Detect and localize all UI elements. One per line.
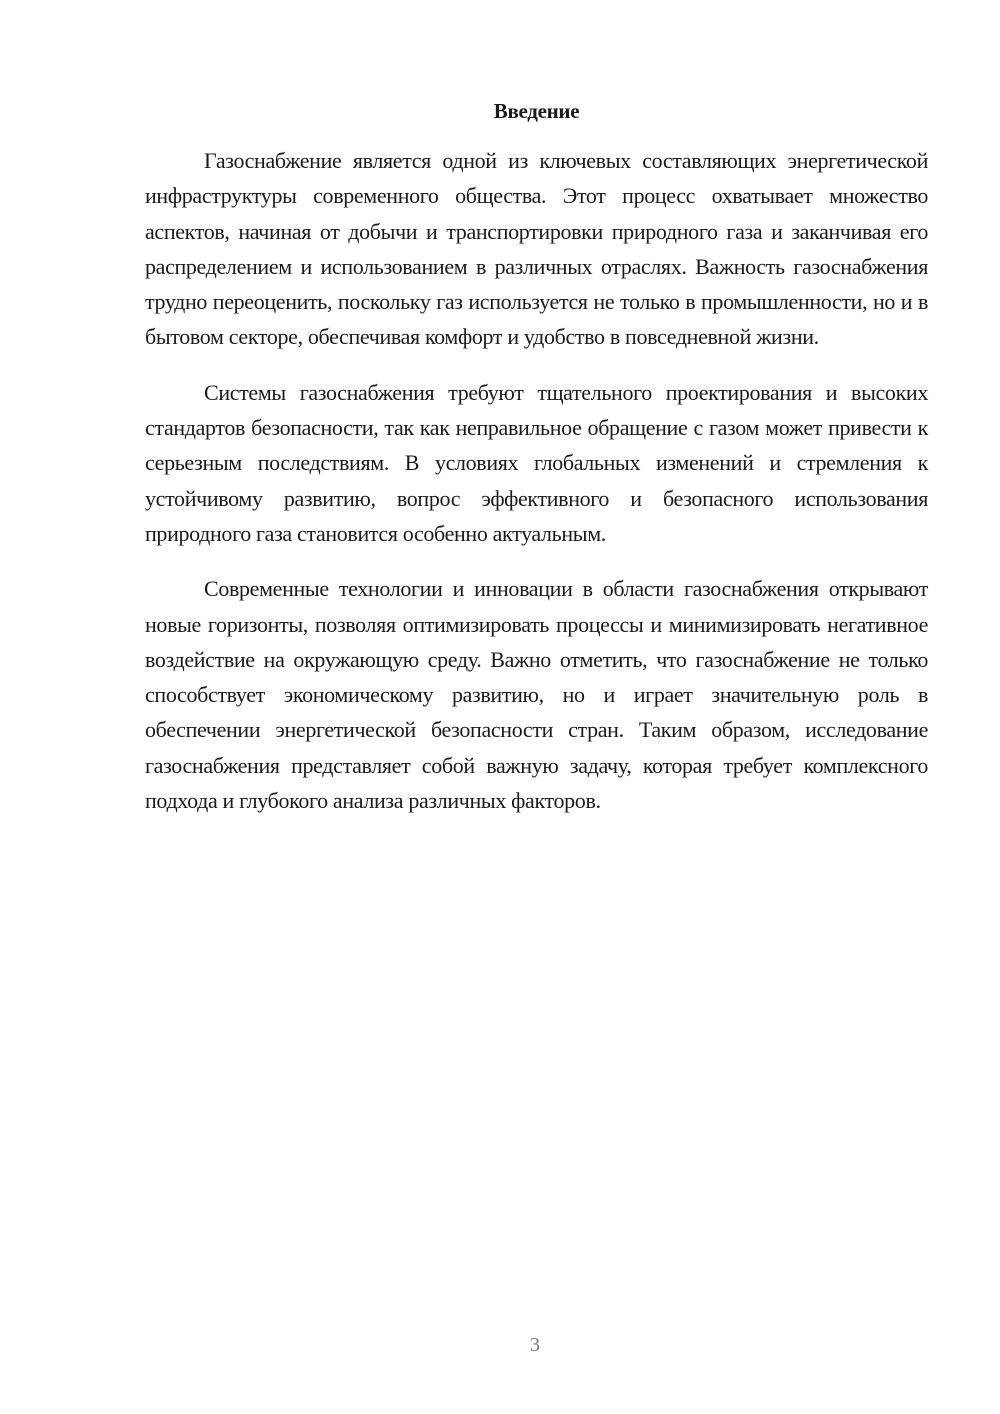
page-number: 3 (530, 1334, 540, 1356)
paragraph-2: Системы газоснабжения требуют тщательного проектирования и высоких стандартов безопасности, так как неправильное обращение с газом может привести к серьезным последствиям. В условиях глобальных изменений и стремления к устойчивому развитию, вопрос эффективного и безопасного использования природного газа становится особенно актуальным. (145, 379, 928, 546)
section-title: Введение (493, 99, 580, 123)
document-page (145, 96, 928, 838)
paragraph-1: Газоснабжение является одной из ключевых составляющих энергетической инфраструктуры современного общества. Этот процесс охватывает множество аспектов, начиная от добычи и транспортировки природного газа и заканчивая его распределением и использованием в различных отраслях. Важность газоснабжения трудно переоценить, поскольку газ используется не только в промышленности, но и в бытовом секторе, обеспечивая комфорт и удобство в повседневной жизни. (145, 148, 928, 350)
paragraph-3: Современные технологии и инновации в области газоснабжения открывают новые горизонты, позволяя оптимизировать процессы и минимизировать негативное воздействие на окружающую среду. Важно отметить, что газоснабжение не только способствует экономическому развитию, но и играет значительную роль в обеспечении энергетической безопасности стран. Таким образом, исследование газоснабжения представляет собой важную задачу, которая требует комплексного подхода и глубокого анализа различных факторов. (145, 576, 928, 814)
